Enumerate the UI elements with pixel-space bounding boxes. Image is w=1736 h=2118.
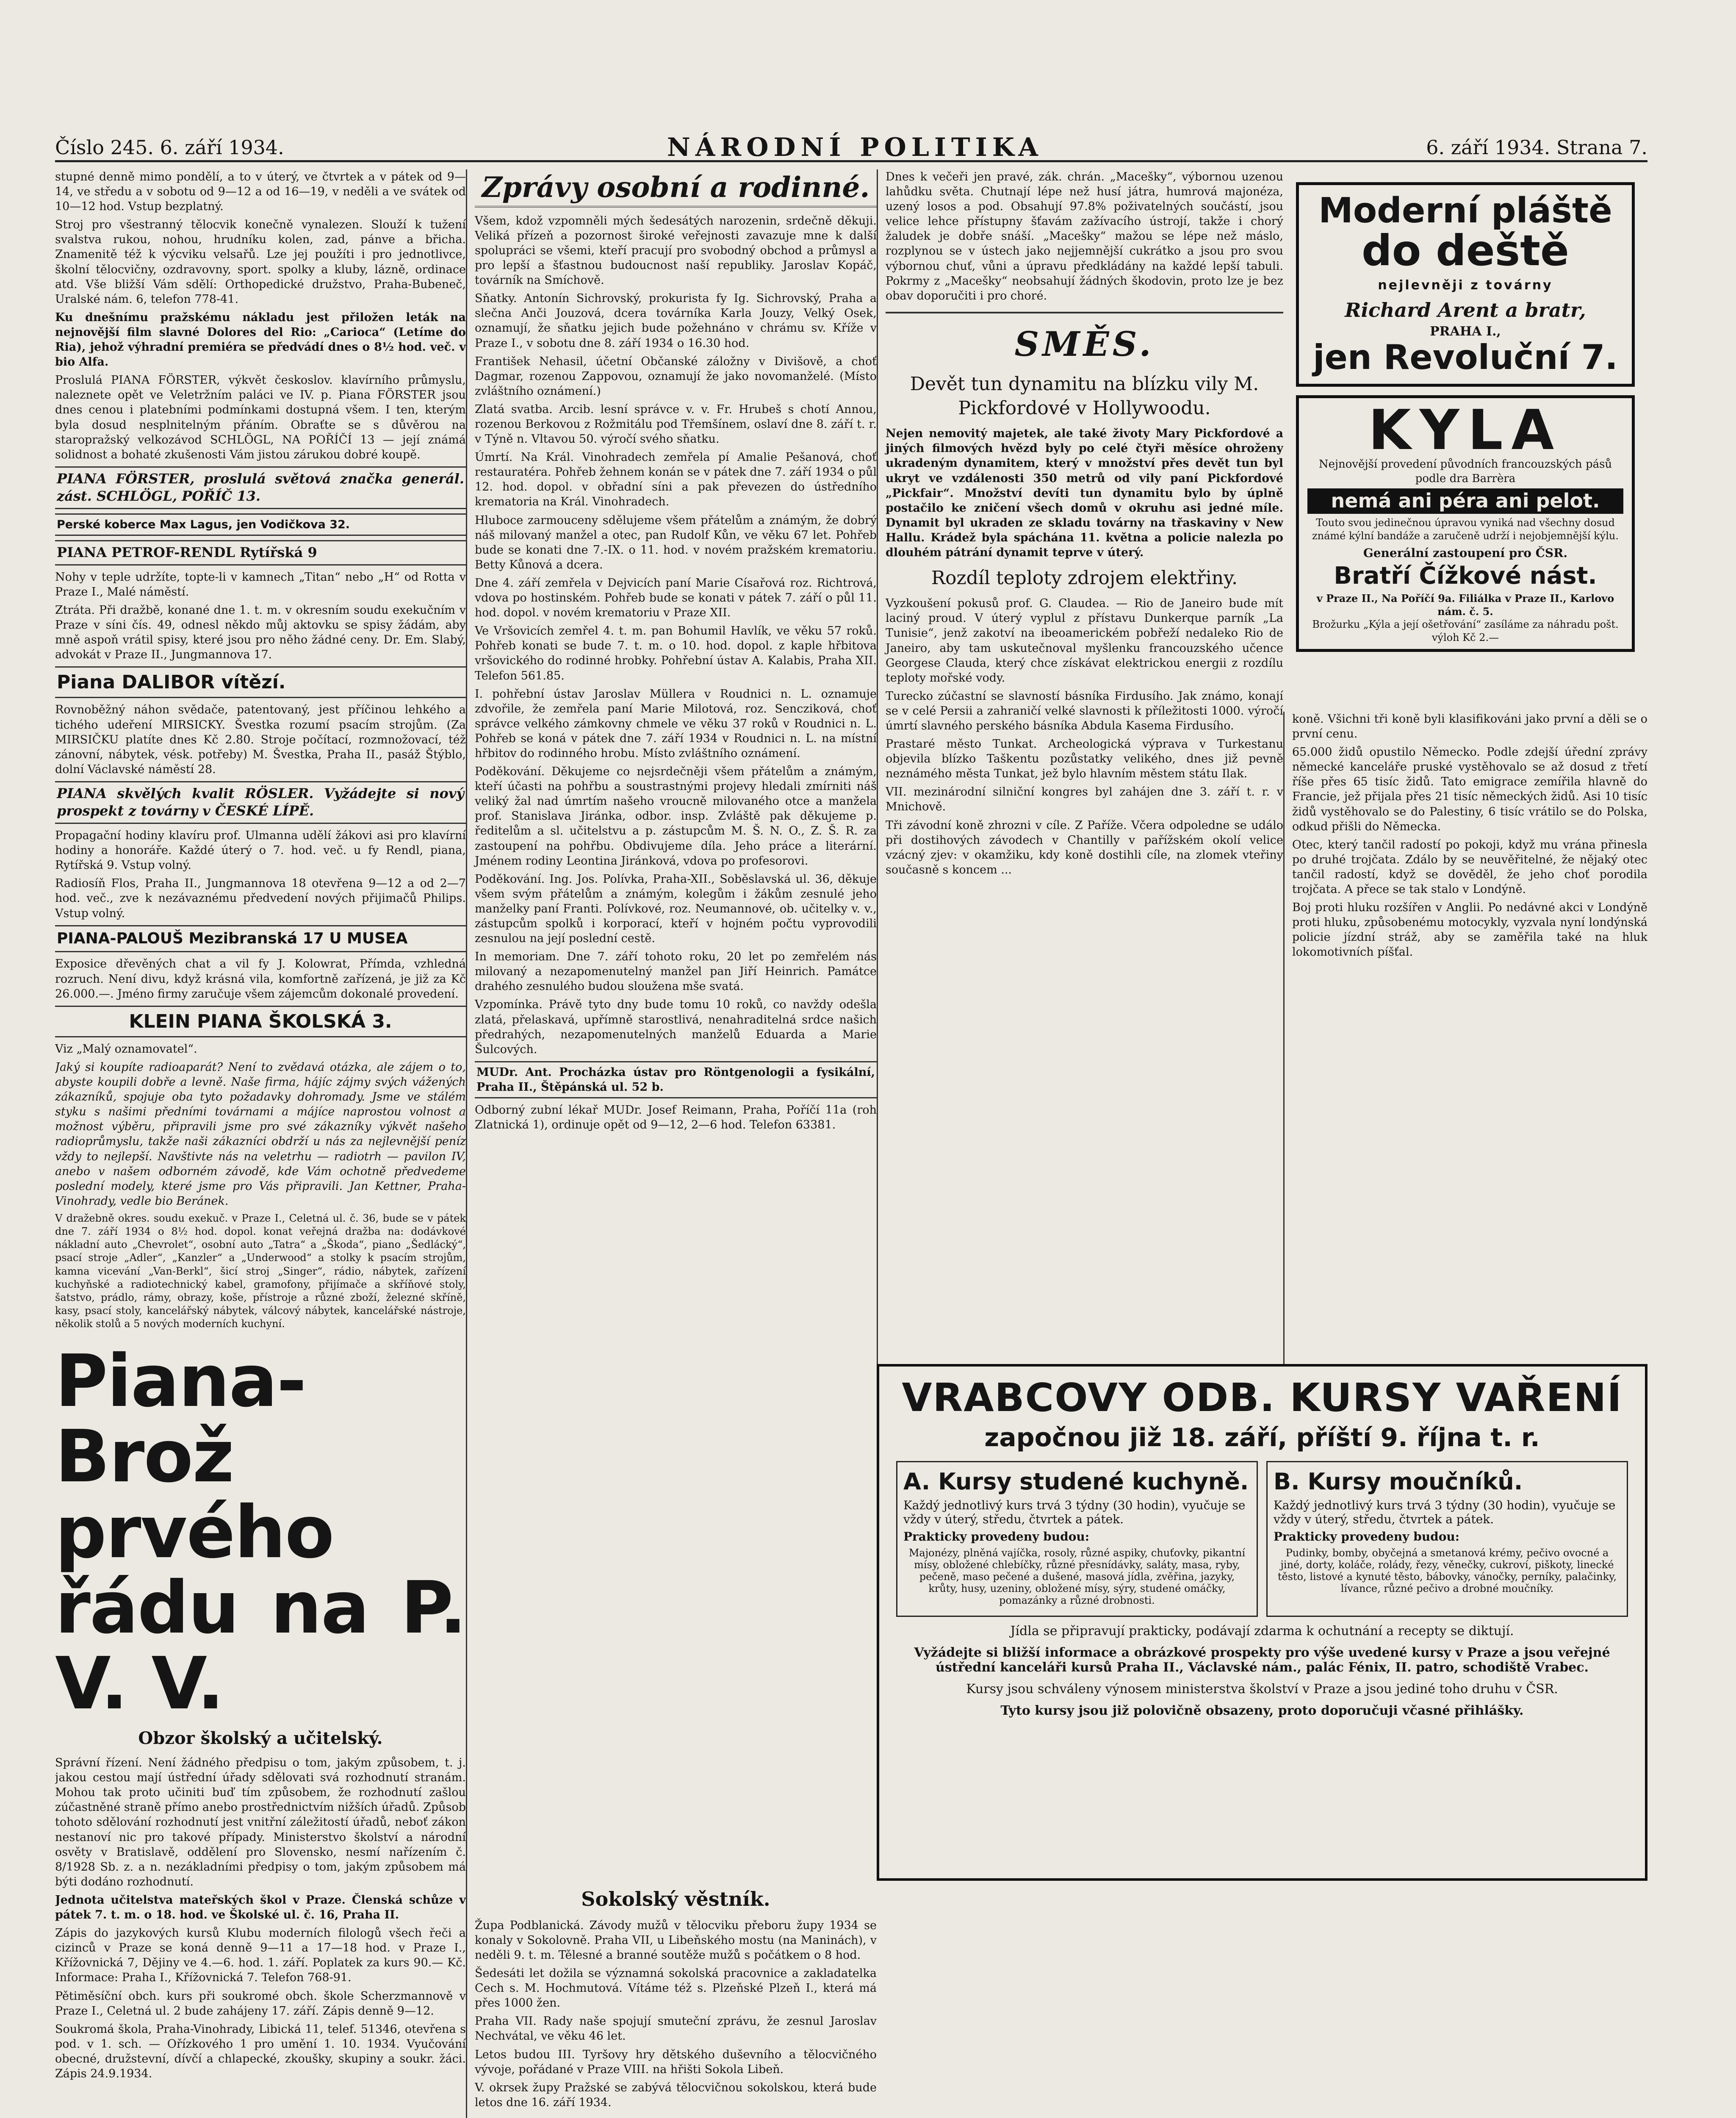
- notice: Rovnoběžný náhon svědače, patentovaný, jest příčinou lehkého a tichého udeření MIRSICKY. Švestka rozumí psacím strojům. (Za MIRSIČKU platíte dnes Kč 2.80. Stroje počítací, rozmnožovací, též zánovní, nábytek, vésk. potřeby) M. Švestka, Praha II., pasáž Štýblo, dolní Václavské náměstí 28.: [55, 703, 466, 776]
- ad-footer: Jídla se připravují prakticky, podávají zdarma k ochutnání a recepty se diktují.: [1010, 1624, 1514, 1638]
- notice: koně. Všichni tři koně byli klasifikováni jako první a děli se o první cenu.: [1292, 712, 1647, 741]
- article-text: Prastaré město Tunkat. Archeologická výprava v Turkestanu objevila blízko Taškentu pozůstatky velikého, dnes již pevně neznámého města Tunkat, jež bylo hlavním městem státu Ilak.: [886, 737, 1283, 781]
- notice: Stroj pro všestranný tělocvik konečně vynalezen. Slouží k tužení svalstva rukou, nohou, hrudníku kolen, zad, pánve a břicha. Znamenitě též k výcviku velsařů. Lze jej použíti i pro jednotlivce, školní tělocvičny, ozdravovny, sport. spolky a kluby, lázně, ordinace atd. Vše bližší Vám sdělí: Orthopedické družstvo, Praha-Bubeneč, Uralské nám. 6, telefon 778-41.: [55, 218, 466, 306]
- ad-vrabec: [877, 1364, 1647, 1881]
- course-list: Majonézy, plněná vajíčka, rosoly, různé aspiky, chuťovky, pikantní mísy, obložené chlebíčky, různé přesnídávky, saláty, masa, ryby, pečeně, maso pečené a dušené, masová jídla, zvěřina, jazyky, krůty, husy, uzeniny, obložené mísy, sýry, studené omáčky, pomazánky a různé drobnosti.: [908, 1547, 1246, 1606]
- notice: V dražebně okres. soudu exekuč. v Praze I., Celetná ul. č. 36, bude se v pátek dne 7. září 1934 o 8½ hod. dopol. konat veřejná dražba na: dodávkové nákladní auto „Chevrolet“, osobní auto „Tatra“ a „Škoda“, piano „Šedlácký“, psací stroje „Adler“, „Kanzler“ a „Underwood“ a stolky k psacím strojům, kamna vicevání „Van-Berkl“, šicí stroj „Singer“, rádio, nábytek, zařízení kuchyňské a radiotechnický kabel, gramofony, přijímače a skříňové stoly, šatstvo, prádlo, rámy, obrazy, koše, přístroje a různé zboží, železné skříně, kasy, psací stoly, kancelářský nábytek, válcový nábytek, kancelářské nástroje, několik stolů a 5 nových moderních kuchyní.: [55, 1212, 466, 1330]
- ad-prochazka: MUDr. Ant. Procházka ústav pro Röntgenologii a fysikální, Praha II., Štěpánská ul. 52 b.: [475, 1061, 877, 1098]
- article-text: VII. mezinárodní silniční kongres byl zahájen dne 3. září t. r. v Mnichově.: [886, 785, 1283, 814]
- notice: Hlubocе zarmouceny sdělujeme všem přátelům a známým, že dobrý náš milovaný manžel a otec, pan Rudolf Kůn, ve věku 67 let. Pohřeb bude se konati dne 7.-IX. o 11. hod. v novém pražském krematoriu. Betty Kůnová a dcera.: [475, 513, 877, 571]
- ad-dalibor: Piana DALIBOR vítězí.: [55, 666, 466, 698]
- course-sub: Prakticky provedeny budou:: [903, 1530, 1090, 1544]
- notice: Praha VII. Rady naše spojují smuteční zprávu, že zesnul Jaroslav Nechvátal, ve věku 46 let.: [475, 2015, 877, 2043]
- section-heading: Zprávy osobní a rodinné.: [475, 169, 877, 208]
- course-title: A. Kursy studené kuchyně.: [903, 1468, 1249, 1495]
- article-text: Turecko zúčastní se slavností básníka Firdusího. Jak známo, konají se v celé Persii a zahraničí velké slavnosti k příležitosti 1000. výročí úmrtí slavného perského básníka Abdula Kasema Firdusího.: [886, 689, 1283, 732]
- notice: Dnes k večeři jen pravé, zák. chrán. „Macešky“, výbornou uzenou lahůdku světa. Chutnají lépe než husí játra, humrová majonéza, uzený losos a pod. Obsahují 97.8% poživatelných součástí, jsou velice lehce přístupny šťavám zažívacího ústrojí, takže i chorý žaludek je dobře snáší. „Macešky“ mažou se lépe než máslo, rozplynou se v ústech jako nejjemnější cukrátko a jsou pro svou výbornou chuť, vůni a úpravu předkládány na každé lepší tabuli. Pokrmy z „Macešky“ neobsahují žádných škodovin, proto lze je bez obav doporučiti i pro choré.: [886, 170, 1283, 302]
- page-header: [55, 135, 1647, 162]
- notice: Soukromá škola, Praha-Vinohrady, Libická 11, telef. 51346, otevřena s pod. v 1. sch. — Ořízkového 1 pro umění 1. 10. 1934. Vyučování obecné, družstevní, dívčí a chlapecké, zkoušky, skupiny a soukr. žáci. Zápis 24.9.1934.: [55, 2022, 466, 2080]
- notice: Poděkování. Ing. Jos. Polívka, Praha-XII., Soběslavská ul. 36, děkuje všem svým přátelům a známým, kolegům i žákům zesnulé jeho manželky paní Franti. Polívkové, roz. Neumannové, ob. učitelky v. v., zástupcům spolků i korporací, kteří v hojném počtu vyprovodili zesnulou na její poslední cestě.: [475, 872, 877, 945]
- notice: Nohy v teple udržíte, topte-li v kamnech „Titan“ nebo „H“ od Rotta v Praze I., Malé náměstí.: [55, 570, 466, 599]
- column-1: [55, 169, 466, 2118]
- notice: Proslulá PIANA FÖRSTER, výkvět českoslov. klavírního průmyslu, naleznete opět ve Veletržním paláci ve IV. p. Piana FÖRSTER jsou dnes cenou i platebními podmínkami dostupná všem. I ten, kterým byla dosud nesplnitelným přáním. Obraťte se s důvěrou na staropražský velkozávod SCHLÖGL, NA POŘÍČÍ 13 — její známá solidnost a bohaté zkušenosti Vám jistou zárukou dobré koupě.: [55, 374, 466, 461]
- ad-petrof: PIANA PETROF-RENDL Rytířská 9: [55, 540, 466, 566]
- notice: Vzpomínka. Právě tyto dny bude tomu 10 roků, co navždy odešla zlatá, přelaskavá, upřímně starostlivá, nenahraditelná srdce našich předrahých, nezapomenutelných manželů Eduarda a Marie Šulcových.: [475, 998, 877, 1056]
- ad-rosler: PIANA skvělých kvalit RÖSLER. Vyžádejte si nový prospekt z továrny v ČESKÉ LÍPĚ.: [55, 781, 466, 824]
- article-title: Devět tun dynamitu na blízku vily M. Pickfordové v Hollywoodu.: [910, 373, 1259, 419]
- date-page: 6. září 1934. Strana 7.: [1426, 136, 1647, 159]
- notice: Úmrtí. Na Král. Vinohradech zemřela pí Amalie Pešanová, choť restauratéra. Pohřeb žehnem konán se v pátek dne 7. září 1934 o půl 12. hod. dopol. v obřadní síni a pak převezen do ústředního krematoria na Král. Vinohradech.: [475, 451, 877, 509]
- ad-line: Touto svou jedinečnou úpravou vyniká nad všechny dosud známé kýlní bandáže a zaručeně udrží i nejobjemnější kýlu.: [1312, 517, 1619, 542]
- notice: Boj proti hluku rozšířen v Anglii. Po nedávné akci v Londýně proti hluku, způsobenému motocykly, vyzvala nyní londýnská policie jízdní stráž, aby se zaměřila také na hluk lokomotivních píšťal.: [1292, 901, 1647, 959]
- ad-line: v Praze II., Na Poříčí 9a. Filiálka v Praze II., Karlovo nám. č. 5.: [1316, 592, 1614, 618]
- column-3: [877, 169, 1283, 1529]
- notice: Ku dnešnímu pražskému nákladu jest přiložen leták na nejnovější film slavné Dolores del Rio: „Carioca“ (Letíme do Ria), jehož výhradní premiéra se předvádí dnes o 8½ hod. več. v bio Alfa.: [55, 310, 466, 369]
- notice: Poděkování. Děkujeme co nejsrdečněji všem přátelům a známým, kteří účasti na pohřbu a soustrastnými projevy hledali zmírniti náš veliký žal nad úmrtím našeho vroucně milovaného otce a manžela prof. Stanislava Jiránka, odbor. insp. Zvláště pak děkujeme p. ředitelům a sl. učitelstvu a p. zástupcům M. Š. N. O., Z. Š. R. za zastoupení na pohřbu. Obdivujeme díla. Jeho práce a literární. Jménem rodiny Leontina Jiránková, vdova po profesorovi.: [475, 765, 877, 868]
- ad-footer: Kursy jsou schváleny výnosem ministerstva školství v Praze a jsou jediné toho druhu v ČSR.: [966, 1682, 1558, 1697]
- course-b: [1266, 1461, 1628, 1617]
- notice: Jaký si koupíte radioaparát? Není to zvědavá otázka, ale zájem o to, abyste koupili dobře a levně. Naše firma, hájíc zájmy svých vážených zákazníků, spojuje oba tyto požadavky dohromady. Jsme ve stálém styku s našimi předními továrnami a májíce naprostou volnost a možnost výběru, připravili jsme pro své zákazníky výkvět našeho radioprůmyslu, takže naši zákazníci obdrží u nás za nejlevnější peníz vždy to nejlepší. Navštivte nás na veletrhu — radiotrh — pavilon IV, anebo v našem odborném závodě, kde Vám ochotně předvedeme poslední modely, které jsme pro Vás připravili. Jan Kettner, Praha-Vinohrady, vedle bio Beránek.: [55, 1060, 466, 1208]
- notice: Odborný zubní lékař MUDr. Josef Reimann, Praha, Poříčí 11a (roh Zlatnická 1), ordinuje opět od 9—12, 2—6 hod. Telefon 63381.: [475, 1103, 877, 1132]
- notice: František Nehasil, účetní Občanské záložny v Divišově, a choť Dagmar, rozenou Zappovou, oznamují že jako novomanželé. (Místo zvláštního oznámení.): [475, 355, 877, 398]
- ad-footer: Vyžádejte si bližší informace a obrázkové prospekty pro výše uvedené kursy v Praze a jsou veřejné ústřední kanceláři kursů Praha II., Václavské nám., palác Fénix, II. patro, schodiště Vrabec.: [914, 1645, 1610, 1675]
- ad-line: Bratří Čížkové nást.: [1334, 562, 1597, 590]
- notice: stupné denně mimo pondělí, a to v úterý, ve čtvrtek a v pátek od 9—14, ve středu a v sobotu od 9—12 a od 16—19, v neděli a ve svátek od 10—12 hod. Vstup bezplatný.: [55, 170, 466, 213]
- course-text: Každý jednotlivý kurs trvá 3 týdny (30 hodin), vyučuje se vždy v úterý, středu, čtvrtek a pátek.: [1274, 1498, 1616, 1526]
- notice: Ve Vršovicích zemřel 4. t. m. pan Bohumil Havlík, ve věku 57 roků. Pohřeb konati se bude 7. t. m. o 10. hod. dopol. z kaple hřbitova vršovického do rodinné hrobky. Pohřební ústav A. Kalabis, Praha XII. Telefon 561.85.: [475, 624, 877, 682]
- notice: V. okrsek župy Pražské se zabývá tělocvičnou sokolskou, která bude letos dne 16. září 1934.: [475, 2081, 877, 2109]
- ad-line: do deště: [1362, 226, 1569, 275]
- notice: In memoriam. Dne 7. září tohoto roku, 20 let po zemřelém nás milovaný a nezapomenutelný manžel pan Jiří Heinrich. Památce drahého zesnulého budou sloužena mše svatá.: [475, 950, 877, 993]
- column-2: [466, 169, 877, 1881]
- ad-piana-broz: Piana-Brož prvého řádu na P. V. V.: [55, 1339, 466, 1726]
- ad-title: VRABCOVY ODB. KURSY VAŘENÍ: [902, 1375, 1622, 1420]
- article-text: Nejen nemovitý majetek, ale také životy Mary Pickfordové a jiných filmových hvězd byly po celé čtyři měsíce ohroženy ukradeným dynamitem, který v množství přes devět tun byl ukryt ve vzdálenosti 350 metrů od vily paní Pickfordové „Pickfair“. Množství devíti tun dynamitu bylo by úplně postačilo ke zničení všech domů v okruhu asi jedné míle. Dynamit byl ukraden ze skladu továrny na třaskaviny v New Hallu. Krádež byla spáchána 11. května a policie nalezla po dlouhém pátrání dynamit teprve v úterý.: [886, 427, 1283, 559]
- column-4-ads: [1283, 169, 1647, 707]
- ad-line: Richard Arent a bratr,: [1345, 299, 1586, 322]
- ad-line: nejlevněji z továrny: [1378, 278, 1553, 293]
- notice: Ztráta. Při dražbě, konané dne 1. t. m. v okresním soudu exekučním v Praze v síni čís. 49, odnesl někdo můj aktovku se spisy žádám, aby mně aspoň vrátil spisy, které jsou pro něho žádné ceny. Dr. Em. Slabý, advokát v Praze II., Jungmannova 17.: [55, 603, 466, 662]
- section-heading: Sokolský věstník.: [581, 1888, 770, 1910]
- notice: Šedesáti let dožila se významná sokolská pracovnice a zakladatelka Cech s. M. Hochmutová. Vítáme též s. Plzeňské Plzeň I., která má přes 1000 žen.: [475, 1967, 877, 2010]
- ad-line: Brožurku „Kýla a její ošetřování“ zasíláme za náhradu pošt. výloh Kč 2.—: [1312, 618, 1619, 644]
- ad-kyla: [1296, 395, 1635, 652]
- notice: Dne 4. září zemřela v Dejvicích paní Marie Císařová roz. Richtrová, vdova po hostinském. Pohřeb bude se konati v pátek 7. září o půl 11. hod. dopol. v novém krematoriu v Praze XII.: [475, 576, 877, 620]
- ad-line: Nejnovější provedení původních francouzských pásů podle dra Barrèra: [1318, 457, 1612, 485]
- ad-line: KYLA: [1368, 397, 1563, 462]
- ad-forster: PIANA FÖRSTER, proslulá světová značka generál. zást. SCHLÖGL, POŘÍČ 13.: [55, 466, 466, 509]
- notice: Pětiměsíční obch. kurs při soukromé obch. škole Scherzmannově v Praze I., Celetná ul. 2 bude zahájeny 17. září. Zápis denně 9—12.: [55, 1989, 466, 2018]
- ad-line: jen Revoluční 7.: [1313, 337, 1618, 377]
- course-a: [896, 1461, 1258, 1617]
- ad-line: nemá ani péra ani pelot.: [1307, 488, 1623, 514]
- notice: Radiosíň Flos, Praha II., Jungmannova 18 otevřena 9—12 a od 2—7 hod. več., zve k nezávaznému předvedení nových přijimačů Philips. Vstup volný.: [55, 877, 466, 920]
- section-heading: Obzor školský a učitelský.: [138, 1728, 383, 1749]
- ad-lagus: Perské koberce Max Lagus, jen Vodičkova 32.: [55, 513, 466, 536]
- article-text: Vyzkoušení pokusů prof. G. Claudea. — Rio de Janeiro bude mít laciný proud. V úterý vyplul z přístavu Dunkerque parník „La Tunisie“, jenž zakotví na ibeoamerickém pobřeží nedaleko Rio de Janeiro, aby tam uskutečnoval myšlenku francouzského učence Georgese Clauda, který chce získávat elektrickou energii z rozdílu teploty mořské vody.: [886, 597, 1283, 685]
- ad-footer: Tyto kursy jsou již polovičně obsazeny, proto doporučuji včasné přihlášky.: [1000, 1703, 1524, 1718]
- notice: Správní řízení. Není žádného předpisu o tom, jakým způsobem, t. j. jakou cestou mají ústřední úřady sdělovati svá rozhodnutí stranám. Mohou tak proto učiniti buď tím způsobem, že rozhodnutí zašlou zúčastněné straně přímo anebo prostřednictvím nižších úřadů. Způsob tohoto sdělování rozhodnutí jest vnitřní záležitostí úřadů, neboť zákon nestanoví nic pro takové případy. Ministerstvo školství a národní osvěty v Bratislavě, oddělení pro Slovensko, nesmí nařízením č. 8/1928 Sb. z. a n. nezákladními předpisy o tom, jakým způsobem má býti dodáno rozhodnutí.: [55, 1756, 466, 1888]
- notice: Propagační hodiny klavíru prof. Ulmanna udělí žákovi asi pro klavírní hodiny a honoráře. Každé úterý o 7. hod. več. u fy Rendl, piana, Rytířská 9. Vstup volný.: [55, 829, 466, 872]
- notice: Sňatky. Antonín Sichrovský, prokurista fy Ig. Sichrovský, Praha a slečna Anči Jouzová, dcera továrníka Karla Jouzy, Velký Osek, oznamují, že sňatku jejich bude požehnáno v chrámu sv. Kříže v Praze I., v sobotu dne 8. září 1934 o 16.30 hod.: [475, 292, 877, 350]
- notice: Otec, který tančil radostí po pokoji, když mu vrána přinesla po druhé trojčata. Zdálo by se neuvěřitelné, že nějaký otec tančil radostí, když se dověděl, že jeho choť porodila trojčata. A přece se tak stalo v Londýně.: [1292, 838, 1647, 896]
- notice: 65.000 židů opustilo Německo. Podle zdejší úřední zprávy německé kanceláře pruské vystěhovalo se až dosud z třetí říše přes 65 tisíc židů. Tato emigrace zemířila hlavně do Francie, jež přijala přes 21 tisíc německých židů. Asi 10 tisíc židů vystěhovalo se do Palestiny, 6 tisíc vrátilo se do Polska, odkud přišli do Německa.: [1292, 746, 1647, 833]
- article-title: Rozdíl teploty zdrojem elektřiny.: [931, 567, 1238, 589]
- notice: Všem, kdož vzpomněli mých šedesátých narozenin, srdečně děkuji. Veliká přízeň a pozornost široké veřejnosti zavazuje mne k další spolupráci se všemi, kteří pracují pro svobodný obchod a průmysl a pro lepší a šťastnou budoucnost naší republiky. Jaroslav Kopáč, továrník na Smíchově.: [475, 214, 877, 287]
- column-2-sokol: [466, 1881, 877, 2118]
- section-heading: SMĚS.: [886, 312, 1283, 366]
- ad-line: Generální zastoupení pro ČSR.: [1363, 546, 1568, 560]
- notice: Zlatá svatba. Arcib. lesní správce v. v. Fr. Hrubeš s chotí Annou, rozenou Berkovou z Rožmitálu pod Třemšínem, oslaví dne 8. září t. r. v Týně n. Vltavou 50. výročí svého sňatku.: [475, 402, 877, 446]
- notice: Jednota učitelstva mateřských škol v Praze. Členská schůze v pátek 7. t. m. o 18. hod. ve Školské ul. č. 16, Praha II.: [55, 1893, 466, 1922]
- course-list: Pudinky, bomby, obyčejná a smetanová krémy, pečivo ovocné a jiné, dorty, koláče, rolády, řezy, věnečky, cukroví, piškoty, linecké těsto, listové a kynuté těsto, bábovky, vánočky, perníky, palačinky, lívance, různé pečivo a drobné moučníky.: [1277, 1547, 1617, 1594]
- notice: Viz „Malý oznamovatel“.: [55, 1042, 197, 1056]
- notice: Exposice dřevěných chat a vil fy J. Kolowrat, Přímda, vzhledná rozruch. Není divu, když krásná vila, komfortně zařízená, je již za Kč 26.000.—. Jméno firmy zaručuje všem zájemcům dokonalé provedení.: [55, 957, 466, 1001]
- ad-arent: [1296, 182, 1635, 387]
- notice: I. pohřební ústav Jaroslav Müllera v Roudnici n. L. oznamuje zdvořile, že zemřela paní Marie Milotová, roz. Sencziková, choť správce velkého zámkovny chmele ve věku 37 roků v Roudnici n. L. Pohřeb se koná v pátek dne 7. září 1934 v Roudnici n. L. na místní hřbitov do rodinného hrobu. Místo zvláštního oznámení.: [475, 687, 877, 760]
- ad-line: PRAHA I.,: [1430, 324, 1501, 339]
- ad-palous: PIANA-PALOUŠ Mezibranská 17 U MUSEA: [55, 925, 466, 953]
- ad-line: Moderní pláště: [1318, 191, 1612, 231]
- course-sub: Prakticky provedeny budou:: [1274, 1530, 1460, 1544]
- article-text: Tři závodní koně zhrozni v cíle. Z Paříže. Včera odpoledne se událo při dostihových závodech v Chantilly v pařížském okolí velice vzácný zjev: v okamžiku, kdy koně dostihli cíle, na zlomek vteřiny současně s koncem ...: [886, 818, 1283, 876]
- course-title: B. Kursy moučníků.: [1274, 1468, 1523, 1495]
- issue-number: Číslo 245. 6. září 1934.: [55, 136, 284, 159]
- ad-klein: KLEIN PIANA ŠKOLSKÁ 3.: [55, 1006, 466, 1037]
- course-text: Každý jednotlivý kurs trvá 3 týdny (30 hodin), vyučuje se vždy v úterý, středu, čtvrtek a pátek.: [903, 1498, 1246, 1526]
- column-4-text: [1283, 712, 1647, 1364]
- masthead: NÁRODNÍ POLITIKA: [667, 133, 1043, 162]
- notice: Zápis do jazykových kursů Klubu moderních filologů všech řeči a cizinců v Praze se koná denně 9—11 a 17—18 hod. v Praze I., Křížovnická 7, Dějiny ve 4.—6. hod. 1. září. Poplatek za kurs 90.— Kč. Informace: Praha I., Křížovnická 7. Telefon 768-91.: [55, 1927, 466, 1985]
- notice: Župa Podblanická. Závody mužů v tělocviku přeboru župy 1934 se konaly v Sokolovně. Praha VII, u Libeňského mostu (na Maninách), v neděli 9. t. m. Tělesné a branné soutěže mužů s počátkem o 8 hod.: [475, 1918, 877, 1962]
- ad-subtitle: započnou již 18. září, příští 9. října t. r.: [984, 1423, 1540, 1453]
- notice: Letos budou III. Tyršovy hry dětského duševního a tělocvičného vývoje, pořádané v Praze VIII. na hřišti Sokola Libeň.: [475, 2048, 877, 2076]
